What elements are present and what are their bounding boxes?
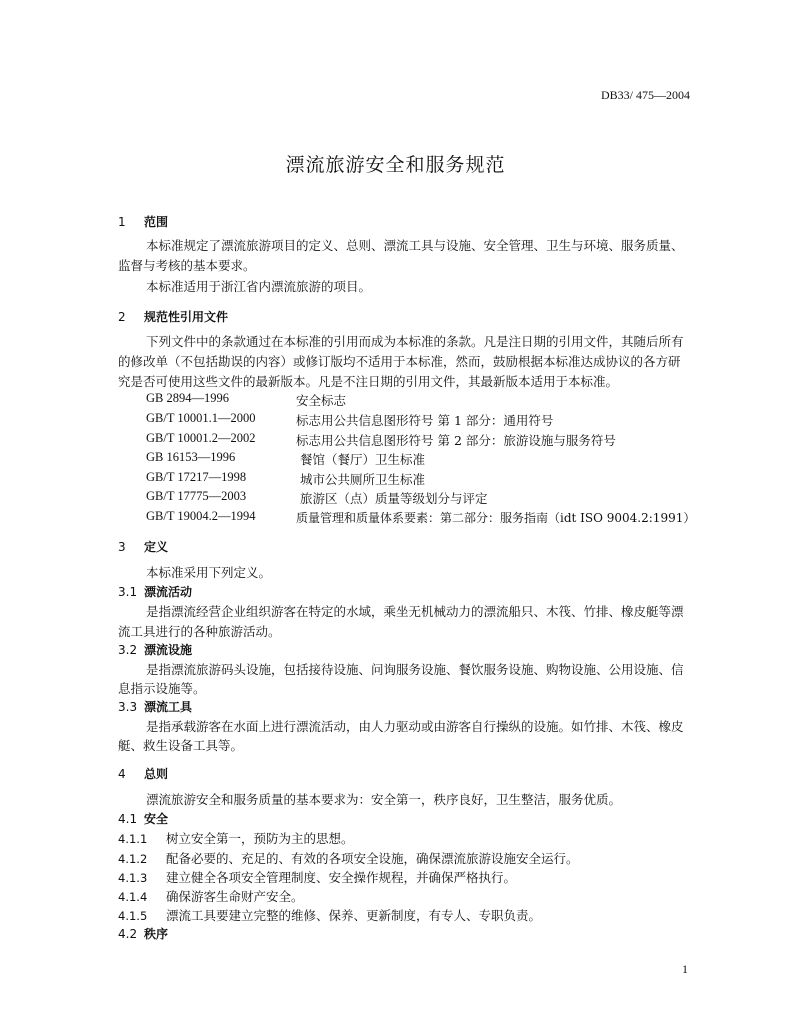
paragraph-line: 是指漂流旅游码头设施，包括接待设施、问询服务设施、餐饮服务设施、购物设施、公用设施、信 <box>146 662 684 677</box>
page-number: 1 <box>682 962 688 976</box>
definition-3-3-heading <box>118 698 192 715</box>
section-number: 2 <box>118 310 126 324</box>
section-title: 定义 <box>144 540 169 554</box>
reference-code: GB/T 17775—2003 <box>146 489 247 503</box>
clause-4-1-3 <box>118 868 516 888</box>
subsection-4-2-heading <box>118 925 168 942</box>
reference-title: 餐馆（餐厅）卫生标准 <box>300 452 426 467</box>
subsection-number: 3.2 <box>118 643 138 657</box>
subsection-number: 3.3 <box>118 700 138 714</box>
section-number: 1 <box>118 215 126 229</box>
paragraph-line: 本标准规定了漂流旅游项目的定义、总则、漂流工具与设施、安全管理、卫生与环境、服务质量、 <box>146 238 684 253</box>
paragraph-line: 下列文件中的条款通过在本标准的引用而成为本标准的条款。凡是注日期的引用文件，其随后所有 <box>146 334 684 349</box>
subsection-title: 漂流活动 <box>144 585 193 599</box>
clause-number: 4.1.1 <box>118 832 148 846</box>
subsection-title: 安全 <box>144 812 169 826</box>
paragraph-line: 漂流旅游安全和服务质量的基本要求为：安全第一，秩序良好，卫生整洁，服务优质。 <box>146 792 622 807</box>
section-title: 范围 <box>144 215 169 229</box>
subsection-number: 3.1 <box>118 585 138 599</box>
section-2-heading <box>118 308 228 325</box>
paragraph-line: 是指漂流经营企业组织游客在特定的水域，乘坐无机械动力的漂流船只、木筏、竹排、橡皮艇等漂 <box>146 604 684 619</box>
standard-code: DB33/ 475—2004 <box>600 88 690 102</box>
paragraph-line: 艇、救生设备工具等。 <box>118 738 244 753</box>
clause-text: 配备必要的、充足的、有效的各项安全设施，确保漂流旅游设施安全运行。 <box>166 851 579 866</box>
clause-number: 4.1.3 <box>118 871 148 885</box>
clause-text: 建立健全各项安全管理制度、安全操作规程，并确保严格执行。 <box>166 870 517 885</box>
definition-3-1-heading <box>118 583 192 600</box>
reference-code: GB/T 17217—1998 <box>146 470 247 484</box>
clause-number: 4.1.5 <box>118 909 148 923</box>
section-title: 规范性引用文件 <box>144 310 229 324</box>
paragraph-line: 本标准采用下列定义。 <box>146 565 272 580</box>
reference-code: GB/T 10001.1—2000 <box>146 411 256 425</box>
reference-title: 质量管理和质量体系要素：第二部分：服务指南（idt ISO 9004.2:1991） <box>296 511 696 525</box>
subsection-4-1-heading <box>118 810 168 827</box>
reference-title: 标志用公共信息图形符号 第 1 部分：通用符号 <box>296 413 554 428</box>
reference-title: 城市公共厕所卫生标准 <box>300 472 426 487</box>
clause-text: 漂流工具要建立完整的维修、保养、更新制度，有专人、专职负责。 <box>166 908 542 923</box>
clause-4-1-5 <box>118 906 541 926</box>
reference-title: 旅游区（点）质量等级划分与评定 <box>300 491 488 506</box>
paragraph-line: 监督与考核的基本要求。 <box>118 258 256 273</box>
clause-4-1-1 <box>118 829 354 849</box>
paragraph-line: 的修改单（不包括勘误的内容）或修订版均不适用于本标准，然而，鼓励根据本标准达成协议的各方研 <box>118 354 681 369</box>
subsection-title: 秩序 <box>144 927 169 941</box>
reference-code: GB 2894—1996 <box>146 391 229 405</box>
paragraph-line: 流工具进行的各种旅游活动。 <box>118 624 281 639</box>
section-4-heading <box>118 765 168 782</box>
reference-code: GB/T 10001.2—2002 <box>146 431 256 445</box>
subsection-number: 4.1 <box>118 812 138 826</box>
reference-title: 标志用公共信息图形符号 第 2 部分：旅游设施与服务符号 <box>296 433 616 448</box>
reference-code: GB/T 19004.2—1994 <box>146 509 256 523</box>
subsection-number: 4.2 <box>118 927 138 941</box>
clause-number: 4.1.2 <box>118 852 148 866</box>
page-title: 漂流旅游安全和服务规范 <box>285 154 506 176</box>
paragraph-line: 是指承载游客在水面上进行漂流活动，由人力驱动或由游客自行操纵的设施。如竹排、木筏、橡皮 <box>146 719 684 734</box>
clause-4-1-2 <box>118 849 579 869</box>
section-1-heading <box>118 213 168 230</box>
section-number: 3 <box>118 540 126 554</box>
clause-4-1-4 <box>118 887 304 907</box>
paragraph-line: 究是否可使用这些文件的最新版本。凡是不注日期的引用文件，其最新版本适用于本标准。 <box>118 374 619 389</box>
reference-title: 安全标志 <box>296 393 347 408</box>
subsection-title: 漂流设施 <box>144 643 193 657</box>
clause-text: 树立安全第一，预防为主的思想。 <box>166 831 354 846</box>
reference-code: GB 16153—1996 <box>146 450 236 464</box>
definition-3-2-heading <box>118 641 192 658</box>
paragraph-line: 本标准适用于浙江省内漂流旅游的项目。 <box>146 279 372 294</box>
section-number: 4 <box>118 767 126 781</box>
section-title: 总则 <box>144 767 169 781</box>
section-3-heading <box>118 538 168 555</box>
clause-text: 确保游客生命财产安全。 <box>166 889 304 904</box>
subsection-title: 漂流工具 <box>144 700 193 714</box>
clause-number: 4.1.4 <box>118 890 148 904</box>
paragraph-line: 息指示设施等。 <box>118 681 206 696</box>
